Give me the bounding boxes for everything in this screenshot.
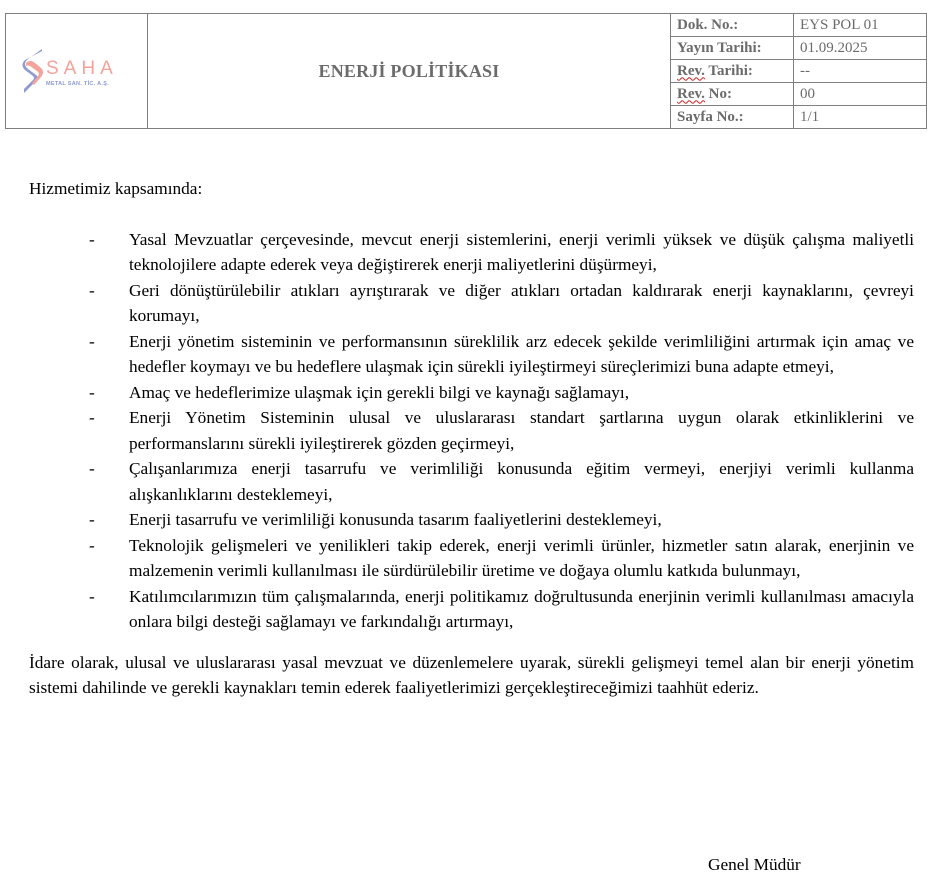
list-item: - Enerji Yönetim Sisteminin ulusal ve uluslararası standart şartlarına uygun olarak etkinliklerini ve performanslarını sürekli iyileştirerek gözden geçirmeyi,	[29, 405, 914, 456]
list-item: - Amaç ve hedeflerimize ulaşmak için gerekli bilgi ve kaynağı sağlamayı,	[29, 380, 914, 406]
doc-no-label: Dok. No.:	[671, 14, 794, 37]
list-item: - Geri dönüştürülebilir atıkları ayrıştırarak ve diğer atıkları ortadan kaldırarak enerji kaynaklarını, çevreyi korumayı,	[29, 278, 914, 329]
intro-paragraph: Hizmetimiz kapsamında:	[29, 179, 203, 198]
dash-bullet-icon: -	[89, 382, 95, 402]
list-item: - Katılımcılarımızın tüm çalışmalarında, enerji politikamız doğrultusunda enerjinin verimli kullanılması amacıyla onlara bilgi desteği sağlamayı ve farkındalığı artırmayı,	[29, 584, 914, 635]
revision-date-label: Rev. Tarihi:	[671, 60, 794, 83]
policy-commitments-list	[29, 227, 914, 635]
list-item: - Çalışanlarımıza enerji tasarrufu ve verimliliği konusunda eğitim vermeyi, enerjiyi verimli kullanma alışkanlıklarını desteklemeyi,	[29, 456, 914, 507]
list-item: - Teknolojik gelişmeleri ve yenilikleri takip ederek, enerji verimli ürünler, hizmetler satın alarak, enerjinin ve malzemenin verimli kullanılması ile sürdürülebilir üretime ve doğaya olumlu katkıda bulunmayı,	[29, 533, 914, 584]
dash-bullet-icon: -	[89, 510, 95, 529]
signature-title: Genel Müdür	[708, 855, 801, 874]
list-item: - Enerji yönetim sisteminin ve performansının süreklilik arz edecek şekilde verimliliğini artırmak için amaç ve hedefler koymayı ve bu hedeflere ulaşmak için sürekli iyileştirmeyi süreçlerimizi buna adapte etmeyi,	[29, 329, 914, 380]
list-item: - Yasal Mevzuatlar çerçevesinde, mevcut enerji sistemlerini, enerji verimli yüksek ve düşük çalışma maliyetli teknolojilere adapte ederek veya değiştirerek enerji maliyetlerini düşürmeyi,	[29, 227, 914, 278]
saha-s-mark-icon	[22, 49, 44, 95]
revision-no-value: 00	[794, 83, 927, 106]
revision-date-value: --	[794, 60, 927, 83]
dash-bullet-icon: -	[89, 229, 95, 249]
doc-no-value: EYS POL 01	[794, 14, 927, 37]
spellcheck-underlined-word: Rev.	[677, 62, 705, 79]
page-no-value: 1/1	[794, 106, 927, 129]
dash-bullet-icon: -	[89, 459, 95, 478]
page-no-label: Sayfa No.:	[671, 106, 794, 129]
publish-date-label: Yayın Tarihi:	[671, 37, 794, 60]
logo-subtitle: METAL SAN. TİC. A.Ş.	[46, 81, 110, 87]
document-body	[29, 176, 914, 701]
closing-paragraph: İdare olarak, ulusal ve uluslararası yasal mevzuat ve düzenlemelere uyarak, sürekli gelişmeyi temel alan bir enerji yönetim sistemi dahilinde ve gerekli kaynakları temin ederek faaliyetlerimizi gerçekleştireceğimizi taahhüt ederiz.	[29, 652, 914, 697]
logo-brand-text: SAHA	[46, 58, 118, 79]
dash-bullet-icon: -	[89, 586, 95, 606]
publish-date-value: 01.09.2025	[794, 37, 927, 60]
dash-bullet-icon: -	[89, 408, 95, 427]
company-logo	[22, 47, 142, 97]
dash-bullet-icon: -	[89, 331, 95, 351]
dash-bullet-icon: -	[89, 280, 95, 300]
document-title: ENERJİ POLİTİKASI	[148, 14, 671, 129]
list-item: - Enerji tasarrufu ve verimliliği konusunda tasarım faaliyetlerini desteklemeyi,	[29, 507, 914, 533]
document-header-table	[5, 13, 927, 129]
spellcheck-underlined-word: Rev.	[677, 85, 705, 102]
revision-no-label: Rev. No:	[671, 83, 794, 106]
logo-cell	[6, 14, 148, 129]
dash-bullet-icon: -	[89, 535, 95, 555]
